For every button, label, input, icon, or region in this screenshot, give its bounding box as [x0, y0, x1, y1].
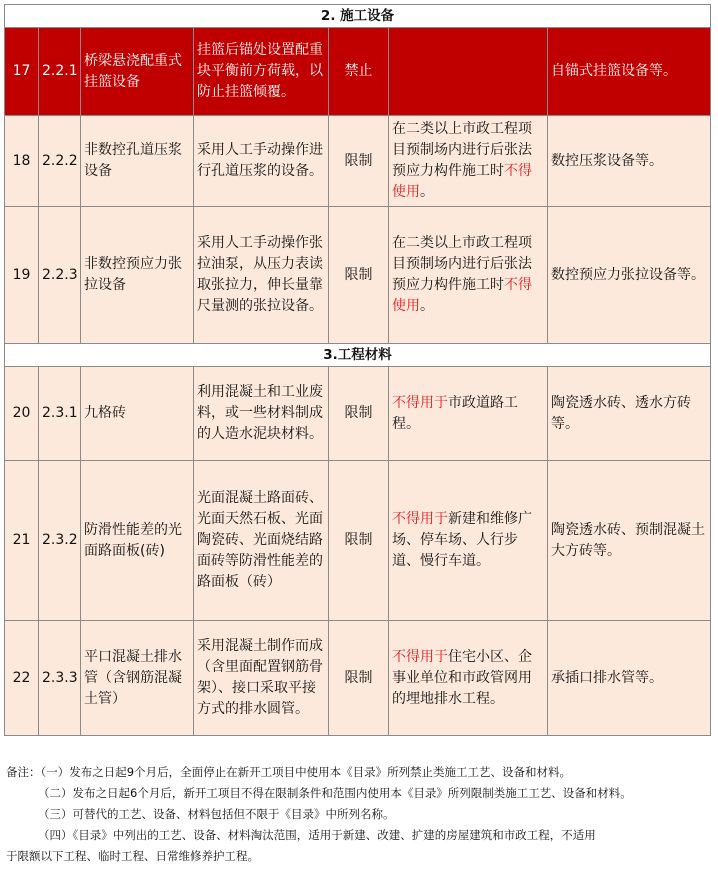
row-code: 2.2.1 [39, 28, 81, 116]
item-name: 防滑性能差的光面路面板(砖) [81, 461, 194, 621]
condition-highlight: 不得使用 [392, 163, 532, 200]
item-type: 限制 [329, 116, 389, 207]
item-description: 光面混凝土路面砖、光面天然石板、光面陶瓷砖、光面烧结路面砖等防滑性能差的路面板（砖） [194, 461, 329, 621]
item-type: 禁止 [329, 28, 389, 116]
condition-highlight: 不得用于 [392, 511, 448, 527]
table-row [5, 28, 711, 116]
row-number: 22 [5, 621, 39, 736]
item-description: 利用混凝土和工业废料，或一些材料制成的人造水泥块材料。 [194, 367, 329, 461]
item-name: 桥梁悬浇配重式挂篮设备 [81, 28, 194, 116]
item-replacement: 陶瓷透水砖、预制混凝土大方砖等。 [548, 461, 711, 621]
table-row [5, 461, 711, 621]
section-row-equipment [5, 5, 711, 28]
item-type: 限制 [329, 621, 389, 736]
section-row-materials [5, 344, 711, 367]
row-number: 21 [5, 461, 39, 621]
row-number: 19 [5, 207, 39, 344]
item-condition [389, 461, 548, 621]
catalog-table [4, 4, 711, 736]
item-type: 限制 [329, 367, 389, 461]
condition-highlight: 不得用于 [392, 648, 448, 665]
item-condition [389, 116, 548, 207]
note-1: 备注：（一）发布之日起9个月后，全面停止在新开工项目中使用本《目录》所列禁止类施工工艺、设备和材料。 [6, 765, 572, 779]
condition-text: 在二类以上市政工程项目预制场内进行后张法预应力构件施工时 [392, 235, 532, 293]
row-number: 17 [5, 28, 39, 116]
item-type: 限制 [329, 207, 389, 344]
row-code: 2.3.2 [39, 461, 81, 621]
item-replacement: 陶瓷透水砖、透水方砖等。 [548, 367, 711, 461]
table-row [5, 116, 711, 207]
item-replacement: 数控预应力张拉设备等。 [548, 207, 711, 344]
item-condition [389, 207, 548, 344]
item-description: 采用人工手动操作张拉油泵，从压力表读取张拉力，伸长量靠尺量测的张拉设备。 [194, 207, 329, 344]
item-name: 非数控预应力张拉设备 [81, 207, 194, 344]
notes-block [6, 762, 712, 867]
section-title-equipment: 2. 施工设备 [5, 5, 711, 28]
section-title-materials: 3.工程材料 [5, 344, 711, 367]
condition-text: 在二类以上市政工程项目预制场内进行后张法预应力构件施工时 [392, 121, 532, 179]
item-replacement: 数控压浆设备等。 [548, 116, 711, 207]
condition-highlight: 不得使用 [392, 277, 532, 314]
row-number: 20 [5, 367, 39, 461]
table-row [5, 207, 711, 344]
item-name: 非数控孔道压浆设备 [81, 116, 194, 207]
item-condition [389, 621, 548, 736]
item-condition [389, 28, 548, 116]
item-name: 九格砖 [81, 367, 194, 461]
condition-end: 。 [420, 184, 434, 200]
item-replacement: 自锚式挂篮设备等。 [548, 28, 711, 116]
note-2: （二）发布之日起6个月后，新开工项目不得在限制条件和范围内使用本《目录》所列限制类施工工艺、设备和材料。 [38, 786, 632, 800]
condition-highlight: 不得用于 [392, 394, 448, 411]
condition-text: 新建和维修广场、停车场、人行步道、慢行车道。 [392, 511, 532, 569]
row-code: 2.2.3 [39, 207, 81, 344]
condition-end: 。 [420, 298, 434, 314]
item-description: 挂篮后锚处设置配重块平衡前方荷载，以防止挂篮倾覆。 [194, 28, 329, 116]
item-condition [389, 367, 548, 461]
note-4-continued: 于限额以下工程、临时工程、日常维修养护工程。 [6, 849, 259, 863]
note-3: （三）可替代的工艺、设备、材料包括但不限于《目录》中所列名称。 [38, 807, 395, 821]
table-row [5, 621, 711, 736]
table-row [5, 367, 711, 461]
item-description: 采用人工手动操作进行孔道压浆的设备。 [194, 116, 329, 207]
item-name: 平口混凝土排水管（含钢筋混凝土管） [81, 621, 194, 736]
condition-text: 住宅小区、企事业单位和市政管网用的埋地排水工程。 [392, 648, 532, 707]
row-code: 2.3.3 [39, 621, 81, 736]
item-replacement: 承插口排水管等。 [548, 621, 711, 736]
row-code: 2.2.2 [39, 116, 81, 207]
condition-text: 市政道路工程。 [392, 394, 518, 432]
item-description: 采用混凝土制作而成（含里面配置钢筋骨架）、接口采取平接方式的排水圆管。 [194, 621, 329, 736]
row-number: 18 [5, 116, 39, 207]
item-type: 限制 [329, 461, 389, 621]
note-4: （四）《目录》中列出的工艺、设备、材料淘汰范围，适用于新建、改建、扩建的房屋建筑和市政工程，不适用 [38, 828, 596, 842]
row-code: 2.3.1 [39, 367, 81, 461]
